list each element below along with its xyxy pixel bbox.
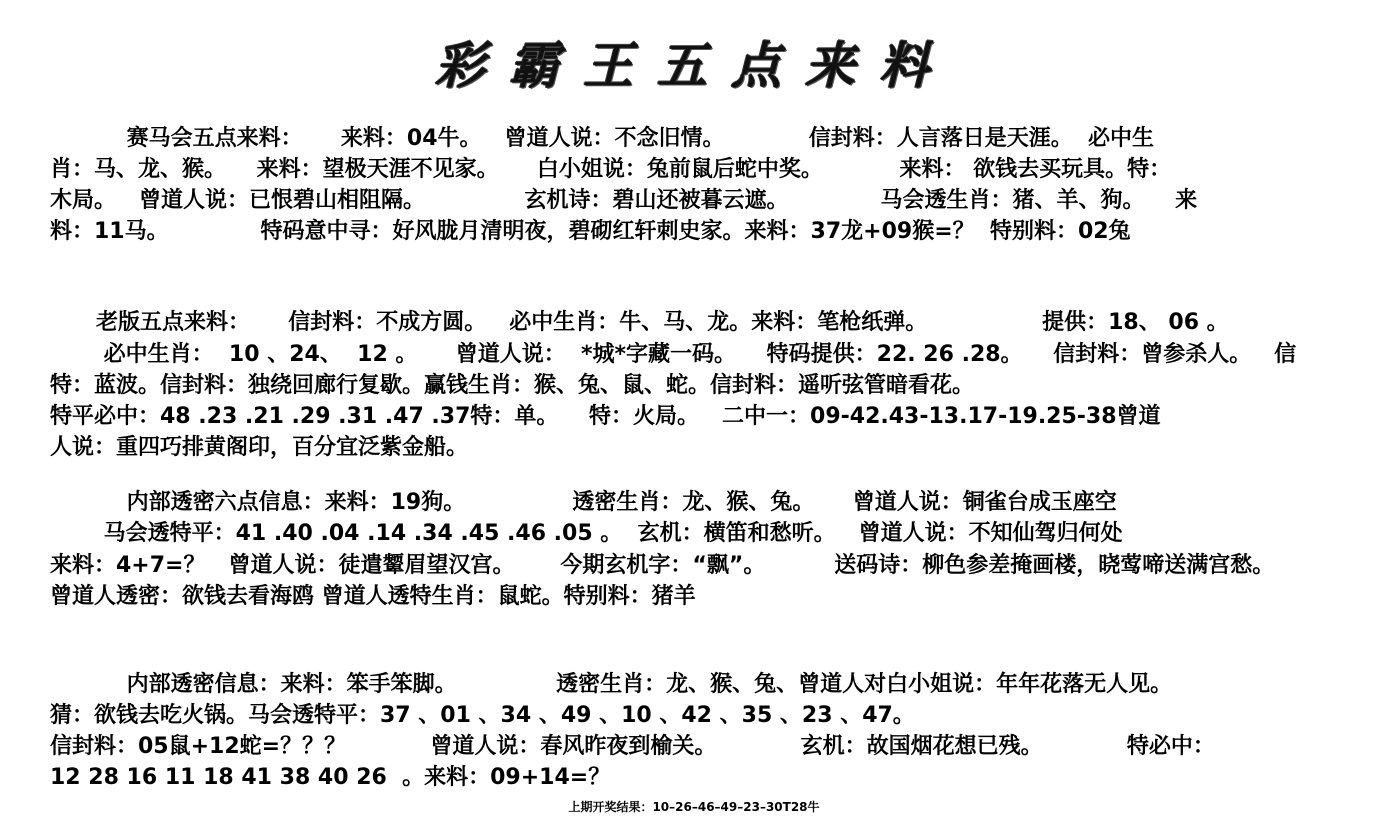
section3-line-1: 内部透密六点信息：来料：19狗。 透密生肖：龙、猴、兔。 曾道人说：铜雀台成玉座空: [50, 490, 1117, 515]
section4-line-3: 信封料：05鼠+12蛇=？？？ 曾道人说：春风昨夜到榆关。 玄机：故国烟花想已残。 特必中：: [50, 734, 1215, 759]
section2-line-4: 特平必中：48 .23 .21 .29 .31 .47 .37特：单。 特：火局。 二中一：09-42.43-13.17-19.25-38曾道: [50, 404, 1161, 429]
section1-line-1: 赛马会五点来料： 来料：04牛。 曾道人说：不念旧情。 信封料：人言落日是天涯。 必中生: [50, 126, 1155, 151]
page-title: 彩霸王五点来料: [435, 36, 953, 95]
section3-line-3: 来料：4+7=？ 曾道人说：徒遣颦眉望汉宫。 今期玄机字：“飘”。 送码诗：柳色参差掩画楼，晓莺啼送满宫愁。: [50, 553, 1275, 578]
section4-line-4: 12 28 16 11 18 41 38 40 26 。来料：09+14=？: [50, 765, 611, 790]
section1-line-4: 料：11马。 特码意中寻：好风胧月清明夜，碧砌红轩刺史家。来料：37龙+09猴=？ 特别料：02兔: [50, 219, 1131, 244]
section4-line-1: 内部透密信息：来料：笨手笨脚。 透密生肖：龙、猴、兔、曾道人对白小姐说：年年花落无人见。: [50, 672, 1173, 697]
section4-line-2: 猜：欲钱去吃火锅。马会透特平：37 、01 、34 、49 、10 、42 、35 、23 、47。: [50, 703, 915, 728]
section1-line-2: 肖：马、龙、猴。 来料：望极天涯不见家。 白小姐说：兔前鼠后蛇中奖。 来料： 欲钱去买玩具。特：: [50, 157, 1172, 182]
last-draw-result: 上期开奖结果：10–26–46–49–23–30T28牛: [568, 800, 820, 814]
section2-line-1: 老版五点来料： 信封料：不成方圆。 必中生肖：牛、马、龙。来料：笔枪纸弹。 提供：18、 06 。: [50, 310, 1229, 335]
section3-line-4: 曾道人透密：欲钱去看海鸥 曾道人透特生肖：鼠蛇。特别料：猪羊: [50, 584, 696, 609]
section3-line-2: 马会透特平：41 .40 .04 .14 .34 .45 .46 .05 。 玄机：横笛和愁听。 曾道人说：不知仙驾归何处: [50, 521, 1123, 546]
section2-line-3: 特：蓝波。信封料：独绕回廊行复歇。赢钱生肖：猴、兔、鼠、蛇。信封料：遥听弦管暗看花。: [50, 373, 975, 398]
section1-line-3: 木局。 曾道人说：已恨碧山相阻隔。 玄机诗：碧山还被暮云遮。 马会透生肖：猪、羊、狗。 来: [50, 188, 1198, 213]
section2-line-5: 人说：重四巧排黄阁印，百分宜泛紫金船。: [50, 435, 469, 460]
section2-line-2: 必中生肖： 10 、24、 12 。 曾道人说： *城*字藏一码。 特码提供：22. 26 .28。 信封料：曾参杀人。 信: [50, 342, 1297, 367]
